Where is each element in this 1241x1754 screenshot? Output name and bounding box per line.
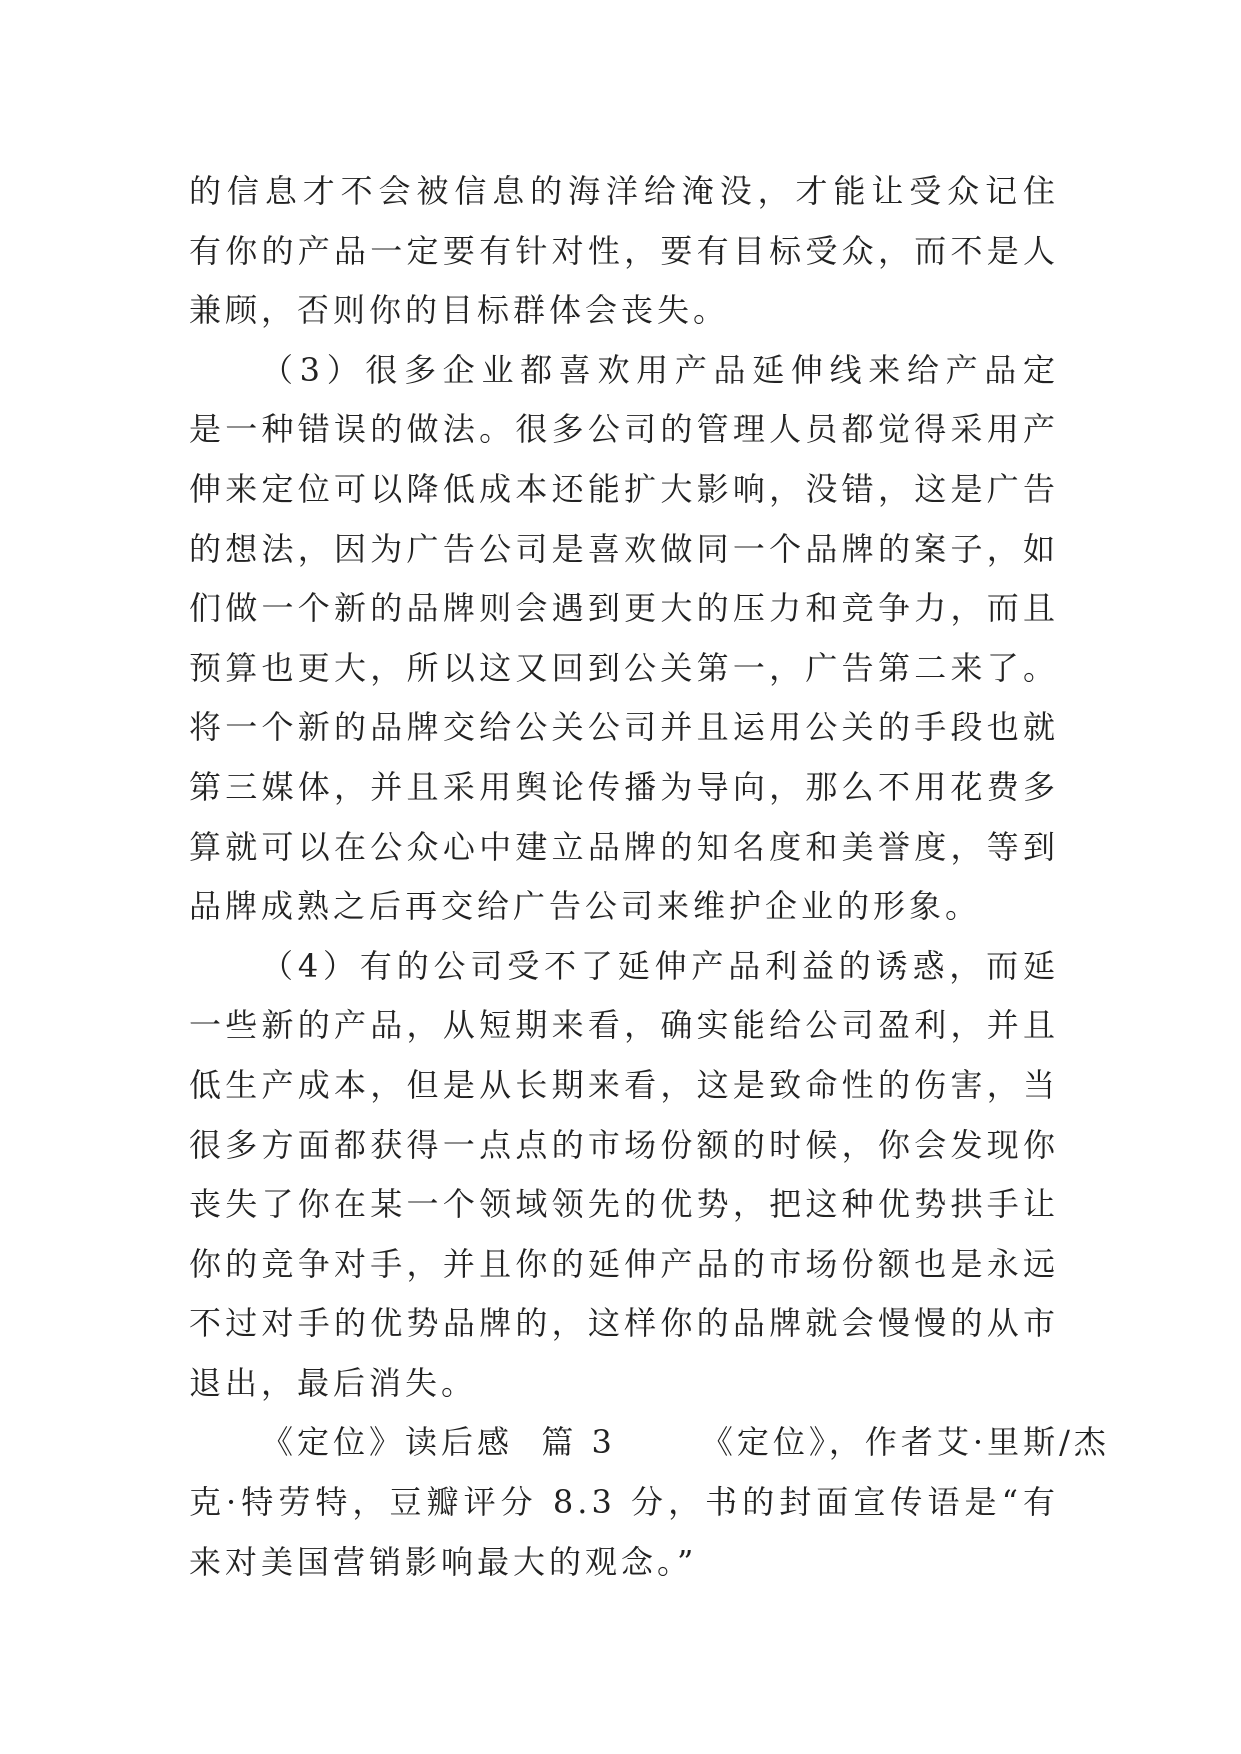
text-line: 伸来定位可以降低成本还能扩大影响，没错，这是广告 [189, 469, 1059, 508]
text-line: 丧失了你在某一个领域领先的优势，把这种优势拱手让 [189, 1185, 1059, 1224]
text-line: （4）有的公司受不了延伸产品利益的诱惑，而延 [261, 946, 1059, 985]
text-line: 很多方面都获得一点点的市场份额的时候，你会发现你 [189, 1125, 1059, 1164]
text-line: 克·特劳特，豆瓣评分 8.3 分，书的封面宣传语是“有 [189, 1483, 1059, 1522]
text-line: 的信息才不会被信息的海洋给淹没，才能让受众记住 [189, 172, 1059, 210]
text-line: 是一种错误的做法。很多公司的管理人员都觉得采用产 [189, 410, 1059, 449]
text-line: 有你的产品一定要有针对性，要有目标受众，而不是人 [189, 231, 1059, 270]
text-line: 《定位》读后感 篇 3 《定位》，作者艾·里斯/杰 [261, 1423, 1110, 1462]
text-line: 兼顾，否则你的目标群体会丧失。 [189, 291, 730, 330]
text-line: 来对美国营销影响最大的观念。” [189, 1542, 698, 1581]
document-body [189, 162, 1110, 1592]
text-line: （3）很多企业都喜欢用产品延伸线来给产品定 [261, 350, 1059, 389]
text-line: 们做一个新的品牌则会遇到更大的压力和竞争力，而且 [189, 589, 1059, 628]
text-line: 品牌成熟之后再交给广告公司来维护企业的形象。 [189, 887, 982, 926]
text-line: 退出，最后消失。 [189, 1363, 478, 1402]
text-line: 不过对手的优势品牌的，这样你的品牌就会慢慢的从市 [189, 1304, 1059, 1343]
text-line: 第三媒体，并且采用舆论传播为导向，那么不用花费多 [189, 767, 1059, 806]
text-line: 你的竞争对手，并且你的延伸产品的市场份额也是永远 [189, 1244, 1059, 1283]
text-line: 低生产成本，但是从长期来看，这是致命性的伤害，当 [189, 1065, 1059, 1104]
text-line: 算就可以在公众心中建立品牌的知名度和美誉度，等到 [189, 827, 1059, 866]
text-line: 将一个新的品牌交给公关公司并且运用公关的手段也就 [189, 708, 1059, 747]
text-line: 一些新的产品，从短期来看，确实能给公司盈利，并且 [189, 1006, 1059, 1045]
text-line: 预算也更大，所以这又回到公关第一，广告第二来了。 [189, 648, 1059, 687]
text-line: 的想法，因为广告公司是喜欢做同一个品牌的案子，如 [189, 529, 1059, 568]
